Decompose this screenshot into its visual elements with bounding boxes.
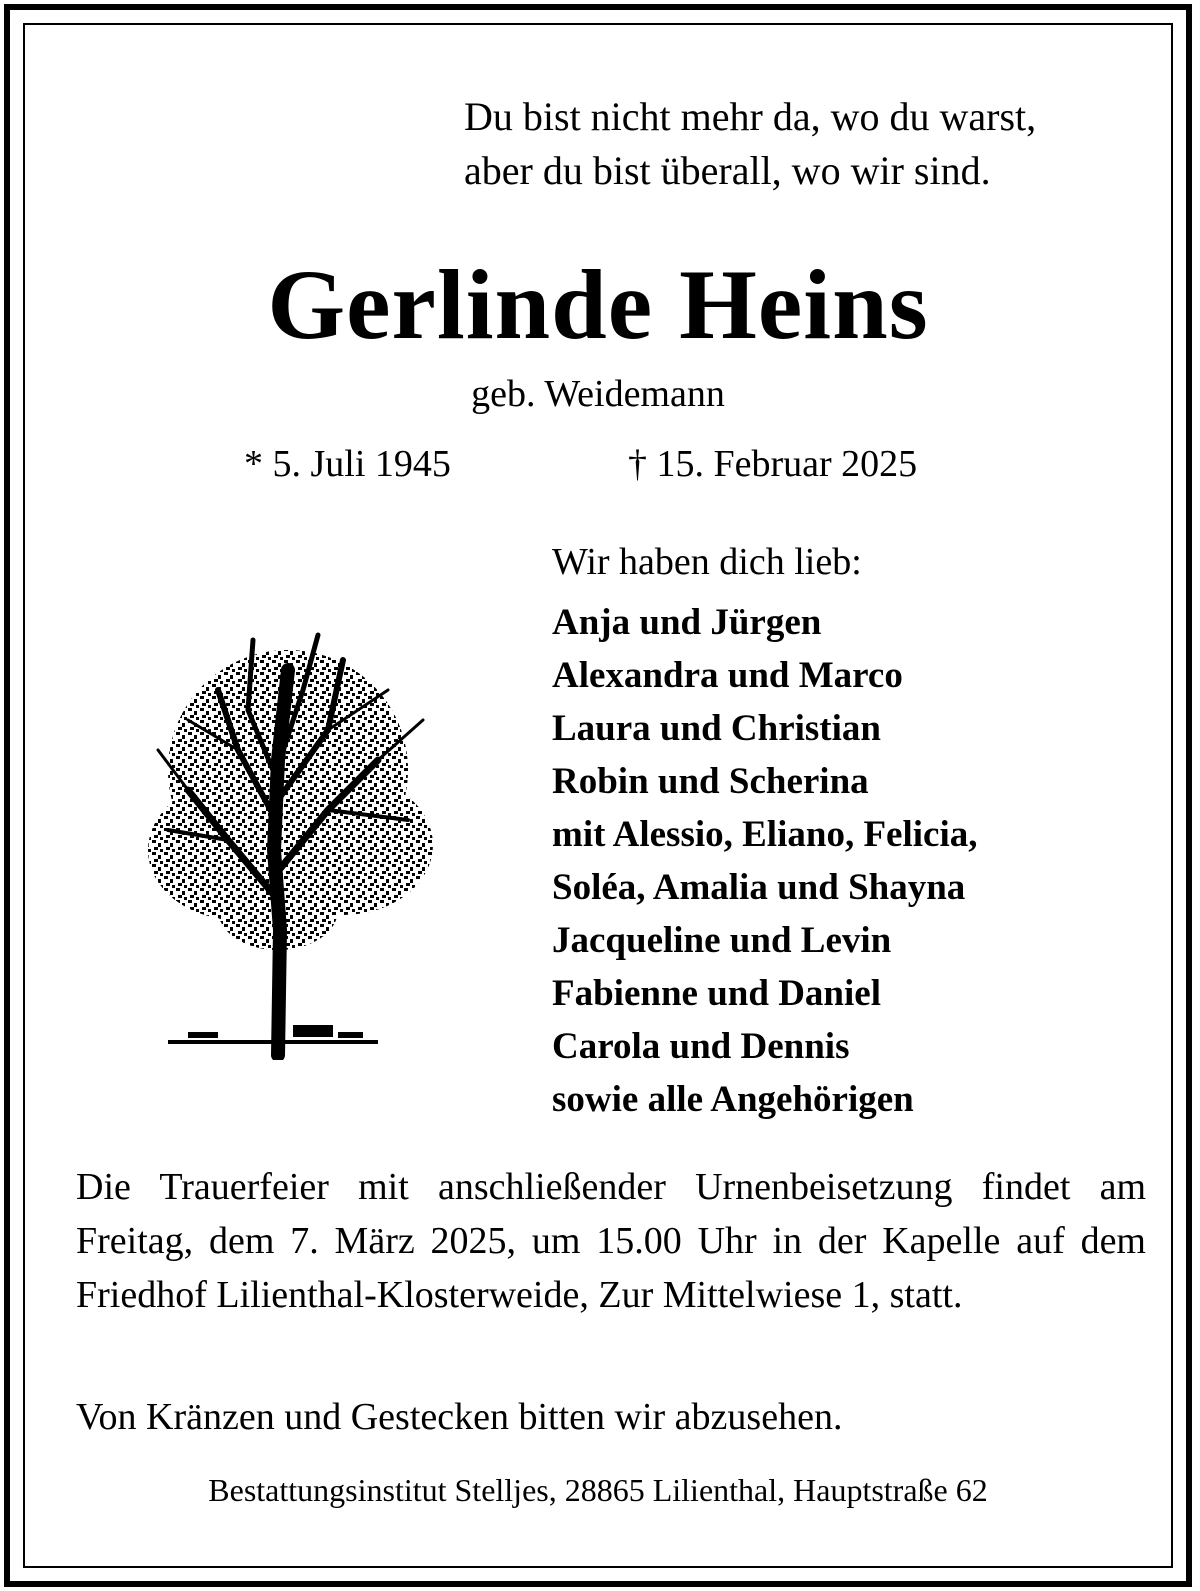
- birth-date: * 5. Juli 1945: [244, 443, 451, 485]
- deceased-name: Gerlinde Heins: [267, 249, 929, 360]
- mourners-list: [552, 596, 977, 1126]
- mourner-entry: Jacqueline und Levin: [552, 920, 892, 961]
- mourner-entry: sowie alle Angehörigen: [552, 1079, 914, 1120]
- mourners-lead: Wir haben dich lieb:: [552, 541, 862, 583]
- ceremony-details: Die Trauerfeier mit anschließender Urnenbeisetzung findet am Freitag, dem 7. März 2025, um 15.00 Uhr in der Kapelle auf dem Friedhof Lilienthal-Klosterweide, Zur Mittelwiese 1, statt.: [76, 1166, 1146, 1316]
- funeral-home: Bestattungsinstitut Stelljes, 28865 Lilienthal, Hauptstraße 62: [208, 1472, 988, 1508]
- quote-line-1: Du bist nicht mehr da, wo du warst,: [464, 94, 1037, 139]
- mourner-entry: Robin und Scherina: [552, 761, 869, 802]
- mourner-entry: mit Alessio, Eliano, Felicia,: [552, 814, 978, 855]
- tree-icon: [128, 600, 448, 1060]
- mourner-entry: Fabienne und Daniel: [552, 973, 881, 1014]
- notice-frame: [4, 4, 1192, 1587]
- flowers-note: Von Kränzen und Gestecken bitten wir abzusehen.: [76, 1396, 843, 1438]
- mourner-entry: Laura und Christian: [552, 708, 881, 749]
- maiden-name: geb. Weidemann: [471, 373, 725, 415]
- mourner-entry: Carola und Dennis: [552, 1026, 850, 1067]
- memorial-quote: [464, 90, 1036, 198]
- quote-line-2: aber du bist überall, wo wir sind.: [464, 148, 991, 193]
- mourner-entry: Anja und Jürgen: [552, 602, 822, 643]
- mourner-entry: Soléa, Amalia und Shayna: [552, 867, 966, 908]
- mourner-entry: Alexandra und Marco: [552, 655, 903, 696]
- death-date: † 15. Februar 2025: [628, 443, 918, 485]
